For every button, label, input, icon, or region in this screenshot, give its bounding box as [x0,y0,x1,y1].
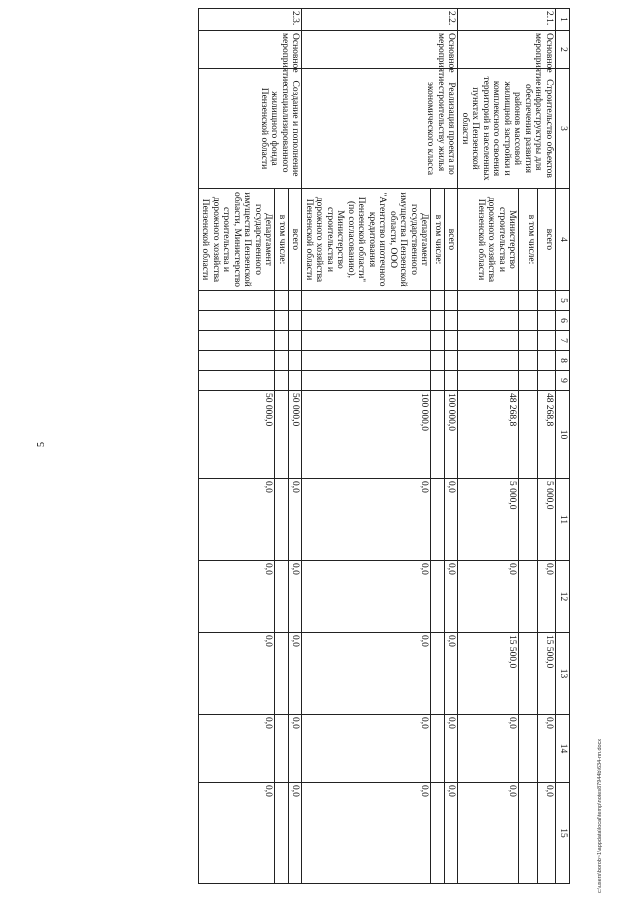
item-number: 2.3. [199,9,303,31]
funding-source-label: всего [289,189,303,291]
value-cell: 50 000,0 [199,391,276,479]
value-cell: 0,0 [302,783,431,884]
header-cell: 1 [556,9,570,31]
value-cell [275,715,289,783]
funding-source-label: Министерство строительства и дорожного хозяйства Пензенской области [458,189,519,291]
value-cell [458,311,519,331]
value-cell [458,331,519,351]
value-cell [431,479,445,561]
value-cell [458,351,519,371]
value-cell [275,291,289,311]
value-cell [431,311,445,331]
header-cell: 4 [556,189,570,291]
value-cell: 0,0 [199,715,276,783]
value-cell: 0,0 [302,715,431,783]
value-cell [199,291,276,311]
value-cell [199,311,276,331]
header-cell: 13 [556,633,570,715]
value-cell: 0,0 [445,479,459,561]
value-cell [458,371,519,391]
value-cell: 15 500,0 [458,633,519,715]
value-cell: 0,0 [199,633,276,715]
value-cell [431,371,445,391]
value-cell [289,291,303,311]
value-cell: 0,0 [289,715,303,783]
item-type: Основное мероприятие [199,31,303,69]
value-cell: 0,0 [537,715,555,783]
value-cell: 0,0 [458,783,519,884]
value-cell [445,311,459,331]
value-cell: 0,0 [445,715,459,783]
value-cell [519,479,537,561]
value-cell: 0,0 [302,479,431,561]
value-cell: 50 000,0 [289,391,303,479]
value-cell [275,351,289,371]
funding-source-label: в том числе: [519,189,537,291]
value-cell [275,633,289,715]
value-cell [537,371,555,391]
value-cell [275,391,289,479]
value-cell: 0,0 [289,633,303,715]
value-cell [275,783,289,884]
value-cell [431,783,445,884]
value-cell [537,311,555,331]
value-cell [431,291,445,311]
value-cell [445,371,459,391]
item-name: Создание и пополнение специализированного жилищного фонда Пензенской области [199,69,303,189]
value-cell [519,351,537,371]
value-cell [302,351,431,371]
header-cell: 3 [556,69,570,189]
value-cell [519,391,537,479]
value-cell [302,371,431,391]
item-number: 2.1. [458,9,556,31]
value-cell [519,371,537,391]
value-cell [537,291,555,311]
item-type: Основное мероприятие [302,31,458,69]
value-cell: 0,0 [445,633,459,715]
item-name: Реализация проекта по строительству жилья экономического класса [302,69,458,189]
value-cell [519,633,537,715]
item-type: Основное мероприятие [458,31,556,69]
value-cell [519,331,537,351]
value-cell: 0,0 [302,633,431,715]
value-cell [199,371,276,391]
funding-source-label: всего [445,189,459,291]
header-cell: 14 [556,715,570,783]
value-cell [431,715,445,783]
file-path-footer: c:\users\borob~1\appdata\local\temp\notes87944b\634-пп.docx [597,738,603,893]
value-cell [199,331,276,351]
header-row [556,9,570,884]
value-cell: 100 000,0 [302,391,431,479]
value-cell: 0,0 [289,479,303,561]
value-cell [275,561,289,633]
value-cell: 0,0 [289,783,303,884]
value-cell: 0,0 [302,561,431,633]
value-cell [519,561,537,633]
page-number: 5 [36,442,47,447]
value-cell [431,351,445,371]
funding-source-label: Департамент государственного имущества Пензенской области, Министерство строительства и дорожного хозяйства Пензенской области [199,189,276,291]
value-cell: 0,0 [199,783,276,884]
value-cell: 0,0 [199,479,276,561]
value-cell [537,331,555,351]
value-cell: 0,0 [199,561,276,633]
header-cell: 7 [556,331,570,351]
funding-source-label: в том числе: [275,189,289,291]
value-cell [431,561,445,633]
value-cell: 0,0 [458,715,519,783]
header-cell: 6 [556,311,570,331]
item-number: 2.2. [302,9,458,31]
funding-source-label: в том числе: [431,189,445,291]
value-cell: 100 000,0 [445,391,459,479]
header-cell: 11 [556,479,570,561]
value-cell [519,311,537,331]
table-row [537,9,555,884]
funding-source-label: всего [537,189,555,291]
value-cell [431,391,445,479]
value-cell: 0,0 [445,561,459,633]
value-cell [275,479,289,561]
value-cell [302,291,431,311]
value-cell [275,311,289,331]
value-cell: 0,0 [289,561,303,633]
value-cell: 0,0 [537,561,555,633]
value-cell [275,371,289,391]
header-cell: 8 [556,351,570,371]
program-table [198,8,570,884]
value-cell: 5 000,0 [458,479,519,561]
value-cell [302,311,431,331]
value-cell: 48 268,8 [458,391,519,479]
value-cell: 48 268,8 [537,391,555,479]
value-cell [445,351,459,371]
value-cell: 5 000,0 [537,479,555,561]
value-cell [431,633,445,715]
value-cell [289,371,303,391]
value-cell [289,331,303,351]
value-cell: 0,0 [537,783,555,884]
value-cell [519,715,537,783]
value-cell [302,331,431,351]
header-cell: 2 [556,31,570,69]
value-cell [519,783,537,884]
header-cell: 9 [556,371,570,391]
item-name: Строительство объектов инфраструктуры для обеспечения развития районов массовой жилищной застройки и комплексного освоения территорий в населенных пунктах Пензенской области [458,69,556,189]
value-cell [537,351,555,371]
value-cell [519,291,537,311]
value-cell: 0,0 [458,561,519,633]
value-cell [199,351,276,371]
value-cell: 15 500,0 [537,633,555,715]
funding-source-label: Департамент государственного имущества Пензенской области, ООО "Агентство ипотечного кредитования Пензенской области" (по согласованию), Министерство строительства и дорожного хозяйства Пензенской области [302,189,431,291]
value-cell: 0,0 [445,783,459,884]
value-cell [289,351,303,371]
value-cell [445,291,459,311]
value-cell [275,331,289,351]
rotated-page [88,8,570,883]
header-cell: 15 [556,783,570,884]
value-cell [445,331,459,351]
table-row [445,9,459,884]
value-cell [458,291,519,311]
value-cell [289,311,303,331]
header-cell: 10 [556,391,570,479]
value-cell [431,331,445,351]
header-cell: 5 [556,291,570,311]
table-row [289,9,303,884]
header-cell: 12 [556,561,570,633]
